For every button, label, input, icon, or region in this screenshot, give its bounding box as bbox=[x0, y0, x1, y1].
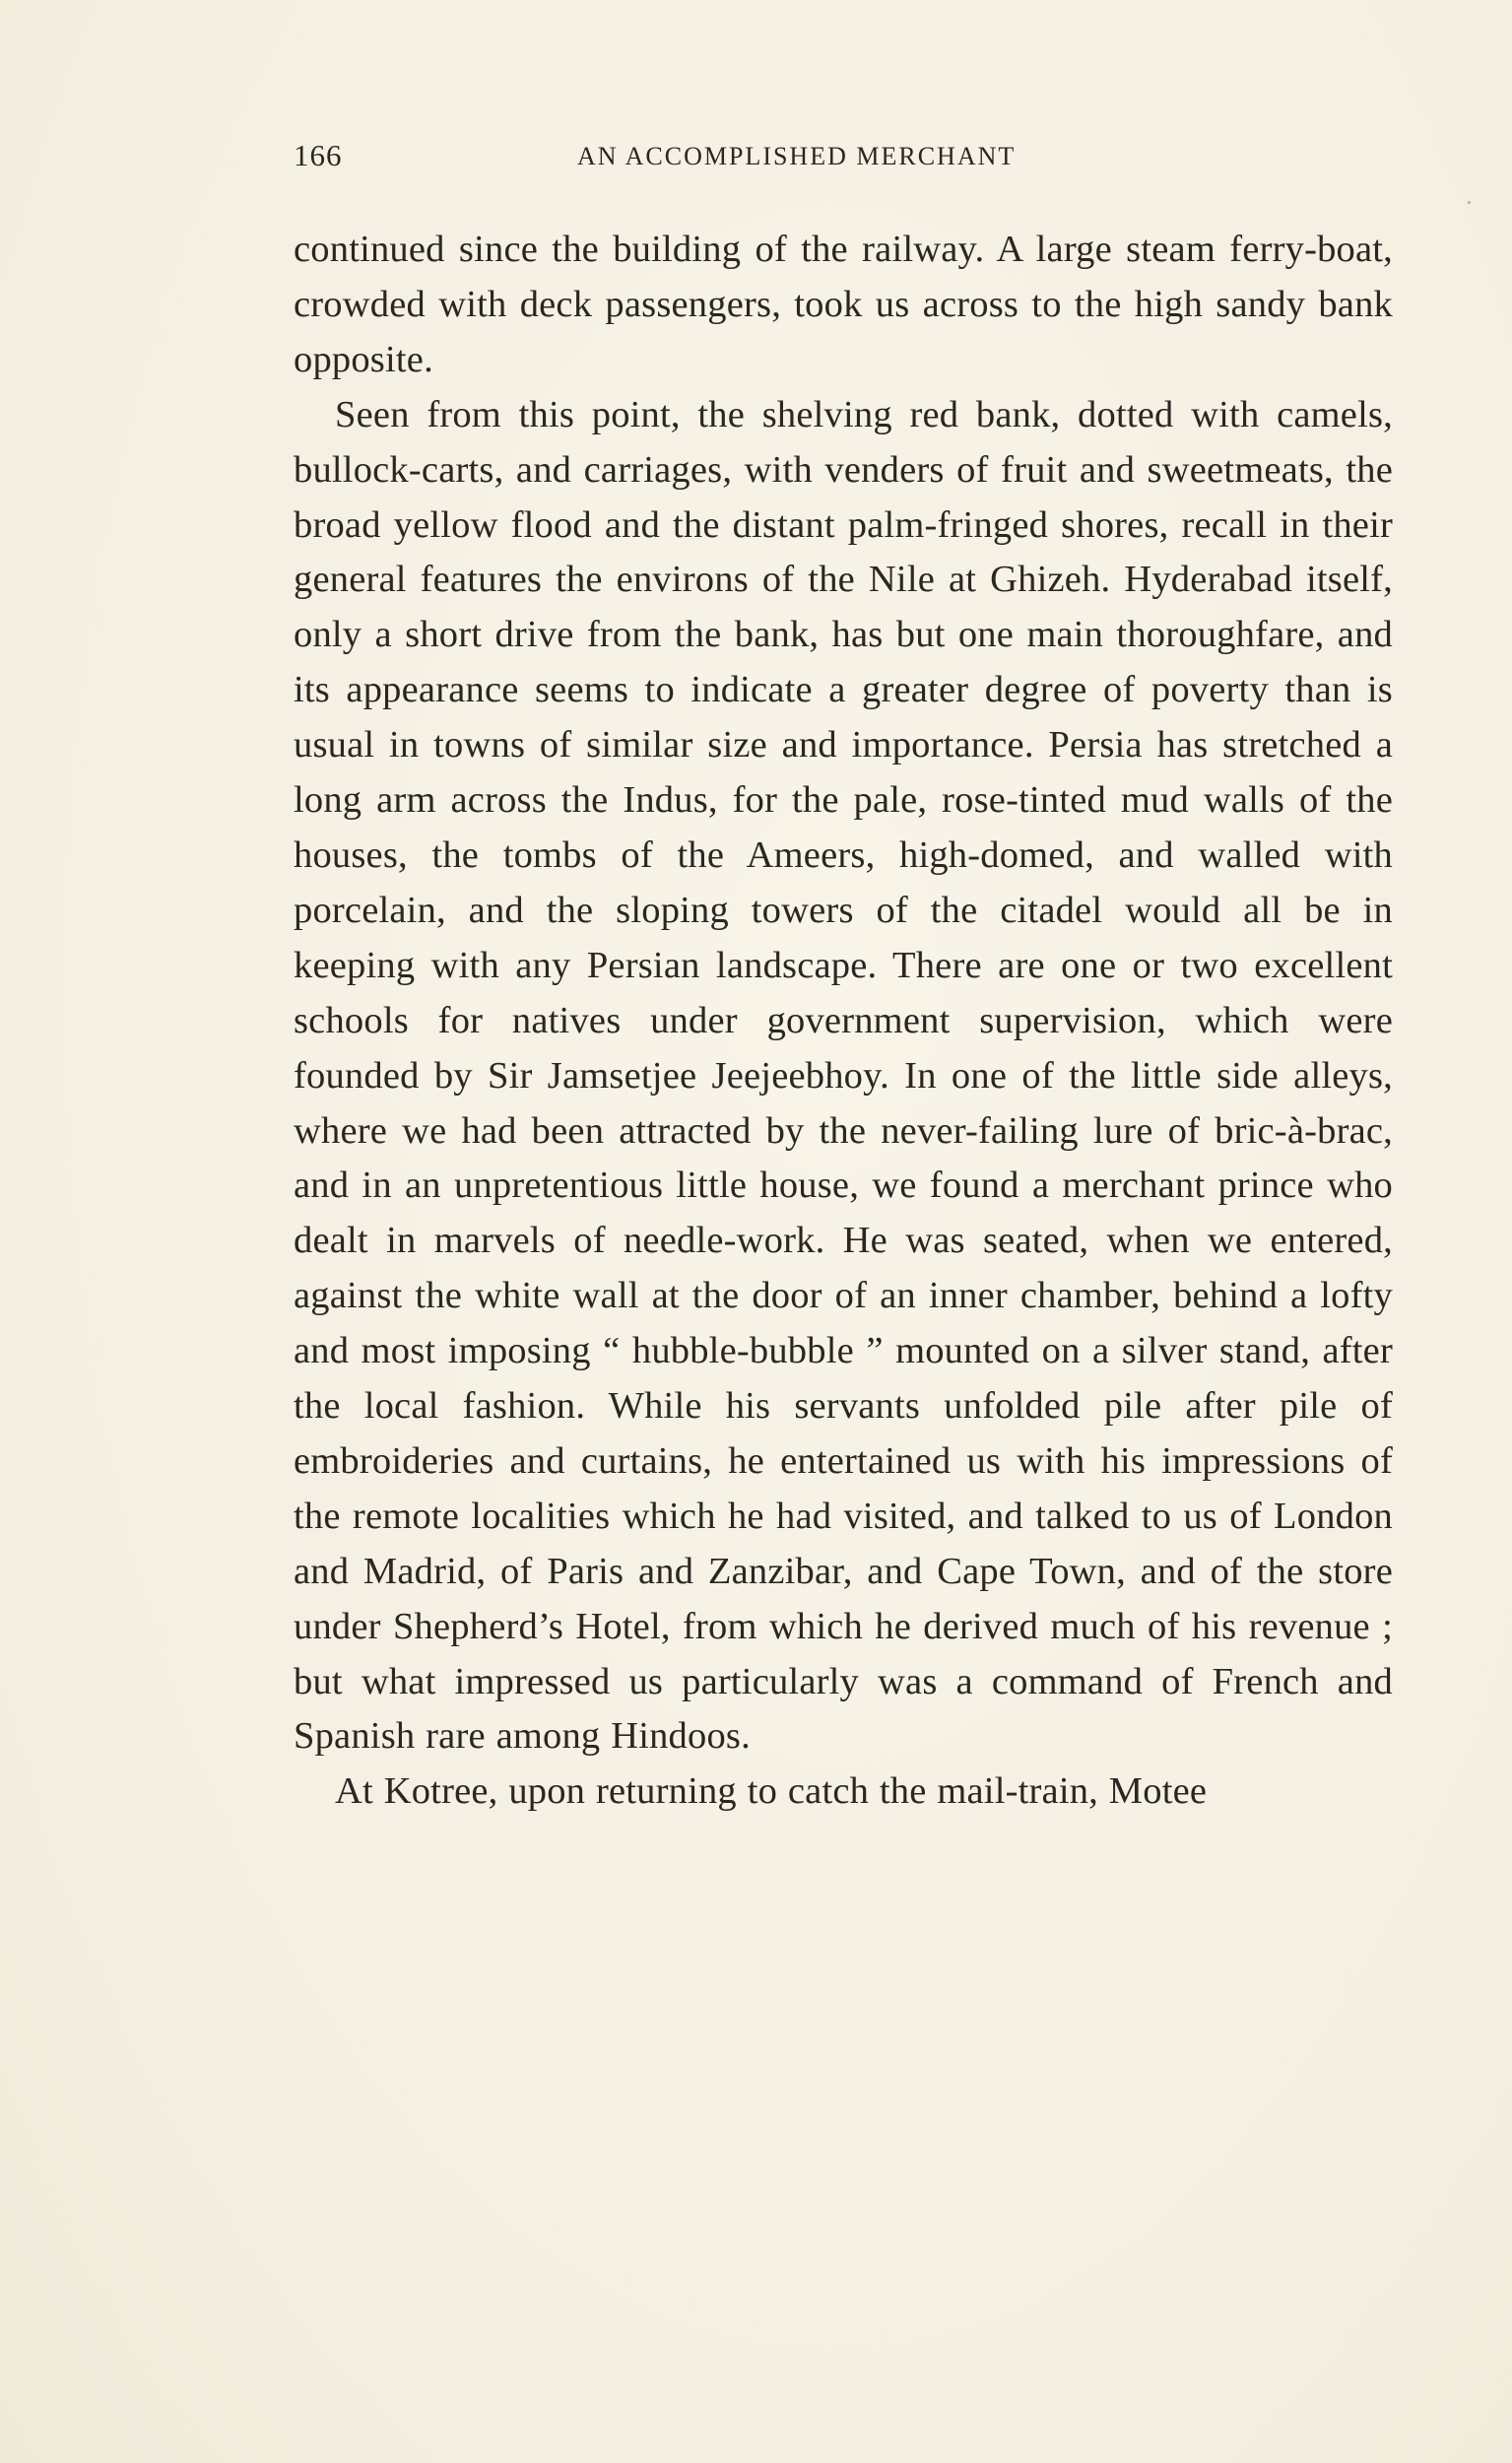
page-header bbox=[294, 138, 1115, 177]
page-number: 166 bbox=[294, 138, 343, 172]
paragraph-kotree: At Kotree, upon returning to catch the mail-train, Motee bbox=[335, 1770, 1208, 1813]
body-text bbox=[294, 223, 1393, 1820]
paper-speck bbox=[1468, 201, 1471, 204]
paragraph-continuation: continued since the building of the railway. A large steam ferry-boat, crowded with deck passengers, took us across to the high sandy bank opposite. bbox=[294, 229, 1393, 380]
running-head: AN ACCOMPLISHED MERCHANT bbox=[577, 142, 1017, 170]
paragraph-hyderabad: Seen from this point, the shelving red bank, dotted with camels, bullock-carts, and carriages, with venders of fruit and sweetmeats, the broad yellow flood and the distant palm-fringed shores, recall in their general features the environs of the Nile at Ghizeh. Hyderabad itself, only a short drive from the bank, has but one main thoroughfare, and its appearance seems to indicate a greater degree of poverty than is usual in towns of similar size and importance. Persia has stretched a long arm across the Indus, for the pale, rose-tinted mud walls of the houses, the tombs of the Ameers, high-domed, and walled with porcelain, and the sloping towers of the citadel would all be in keeping with any Persian landscape. There are one or two excellent schools for natives under government supervision, which were founded by Sir Jamsetjee Jeejeebhoy. In one of the little side alleys, where we had been attracted by the never-failing lure of bric-à-brac, and in an unpretentious little house, we found a merchant prince who dealt in marvels of needle-work. He was seated, when we entered, against the white wall at the door of an inner chamber, behind a lofty and most imposing “ hubble-bubble ” mounted on a silver stand, after the local fashion. While his servants unfolded pile after pile of embroideries and curtains, he entertained us with his impressions of the remote localities which he had visited, and talked to us of London and Madrid, of Paris and Zanzibar, and Cape Town, and of the store under Shepherd’s Hotel, from which he derived much of his revenue ; but what impressed us particularly was a command of French and Spanish rare among Hindoos. bbox=[294, 393, 1393, 1758]
